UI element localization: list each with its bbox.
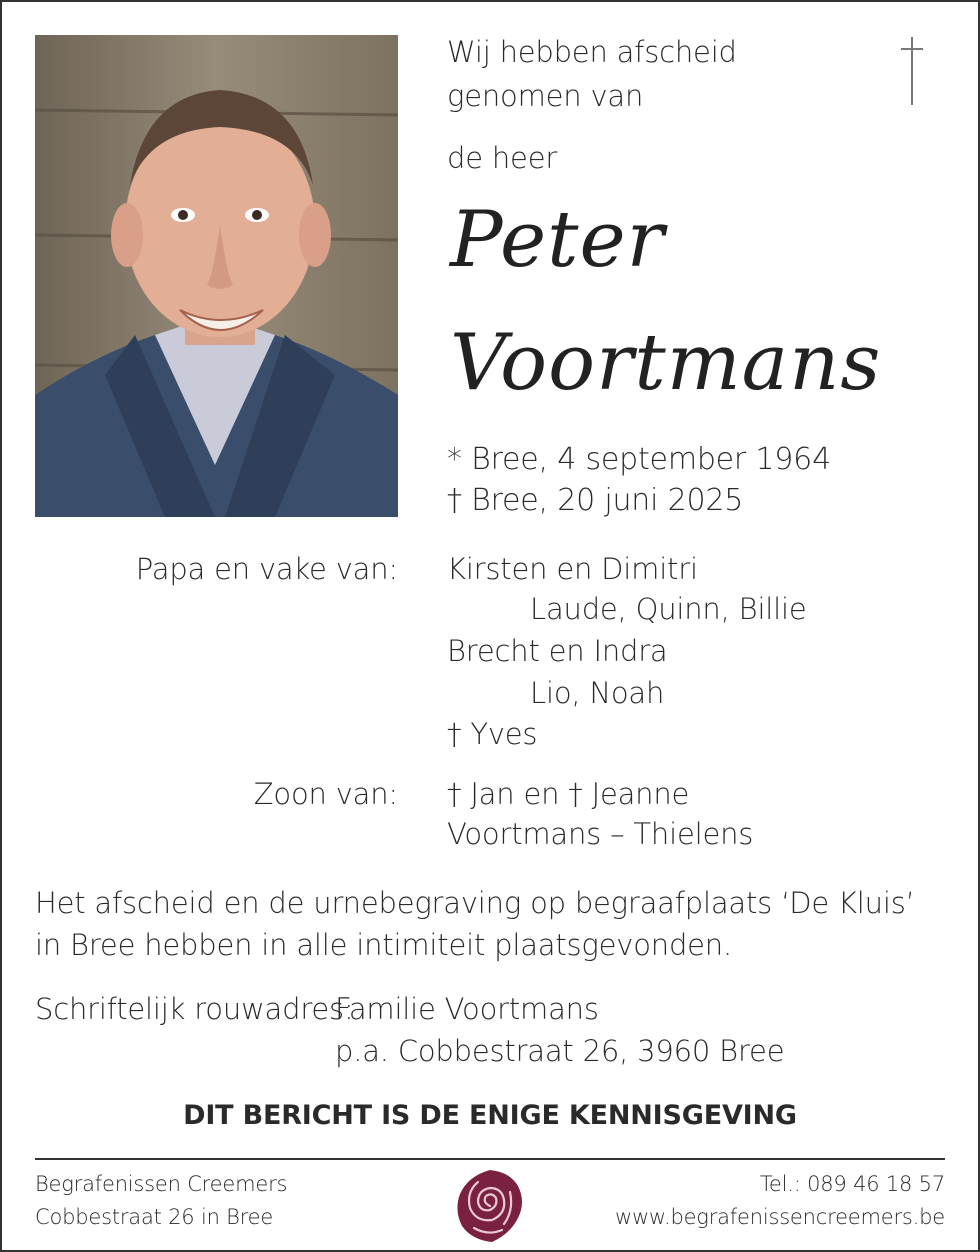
zoon-label: Zoon van: bbox=[253, 777, 398, 811]
portrait-photo bbox=[35, 35, 398, 517]
intro-title: de heer bbox=[447, 141, 558, 175]
papa-line: Laude, Quinn, Billie bbox=[530, 592, 807, 626]
papa-line: Brecht en Indra bbox=[447, 634, 668, 668]
zoon-line: Voortmans – Thielens bbox=[447, 817, 754, 851]
footer-street: Cobbestraat 26 in Bree bbox=[35, 1205, 274, 1229]
footer-tel: Tel.: 089 46 18 57 bbox=[759, 1172, 945, 1196]
intro-line-2: genomen van bbox=[447, 79, 644, 113]
address-line-1: Familie Voortmans bbox=[335, 992, 599, 1026]
papa-line: Kirsten en Dimitri bbox=[447, 552, 698, 586]
rose-icon bbox=[452, 1166, 528, 1246]
intro-line-1: Wij hebben afscheid bbox=[447, 35, 737, 69]
notice-heading: DIT BERICHT IS DE ENIGE KENNISGEVING bbox=[183, 1100, 797, 1131]
ceremony-line-2: in Bree hebben in alle intimiteit plaatsgevonden. bbox=[35, 928, 733, 962]
last-name: Voortmans bbox=[450, 318, 882, 408]
address-line-2: p.a. Cobbestraat 26, 3960 Bree bbox=[335, 1034, 785, 1068]
address-label: Schriftelijk rouwadres: bbox=[35, 992, 354, 1026]
death-date: † Bree, 20 juni 2025 bbox=[447, 483, 744, 518]
papa-label: Papa en vake van: bbox=[135, 552, 398, 586]
footer-divider bbox=[35, 1158, 945, 1160]
papa-line: † Yves bbox=[447, 717, 538, 751]
birth-date: * Bree, 4 september 1964 bbox=[447, 442, 831, 477]
ceremony-line-1: Het afscheid en de urnebegraving op begraafplaats ‘De Kluis’ bbox=[35, 886, 915, 920]
footer-company: Begrafenissen Creemers bbox=[35, 1172, 288, 1196]
zoon-line: † Jan en † Jeanne bbox=[447, 777, 690, 811]
first-name: Peter bbox=[450, 195, 665, 285]
cross-icon bbox=[895, 35, 929, 107]
footer-website[interactable]: www.begrafenissencreemers.be bbox=[614, 1205, 945, 1229]
papa-line: Lio, Noah bbox=[530, 676, 665, 710]
